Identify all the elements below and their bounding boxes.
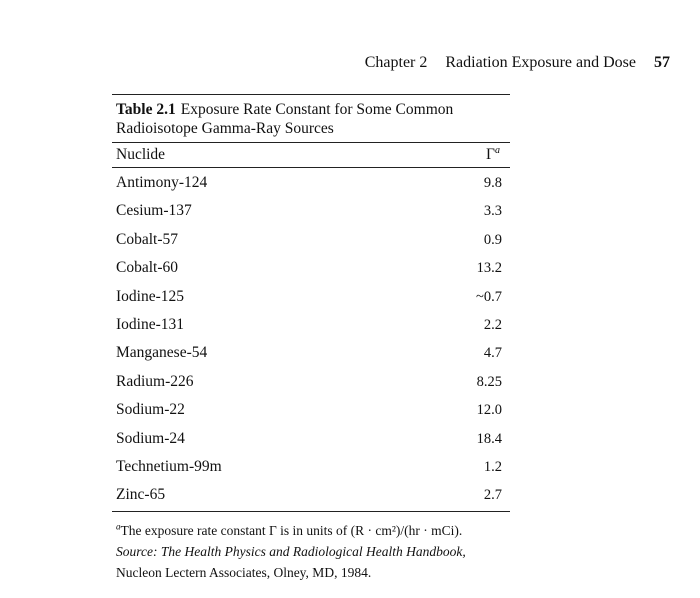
gamma-value-cell: 2.7 [483,487,502,504]
table-row [112,339,510,367]
nuclide-cell: Technetium-99m [116,457,222,475]
table-body [112,168,510,510]
gamma-value-cell: 2.2 [483,316,502,333]
table-row [112,226,510,254]
table-header-row [112,143,510,168]
gamma-value-cell: 3.3 [483,203,502,220]
nuclide-cell: Cesium-137 [116,202,192,220]
table-row [112,254,510,282]
gamma-value-cell: 1.2 [483,458,502,475]
table-caption-text: Exposure Rate Constant for Some Common Radioisotope Gamma-Ray Sources [116,101,454,137]
table-row [112,481,510,509]
running-head [365,54,670,72]
table-row [112,169,510,197]
table-caption [112,95,510,142]
gamma-footnote-marker: a [495,144,500,156]
table-label: Table 2.1 [116,101,176,118]
gamma-symbol: Γ [486,146,495,163]
source-publisher: Nucleon Lectern Associates, Olney, MD, 1984. [116,564,372,580]
table-footnotes [112,512,510,583]
gamma-value-cell: 0.9 [483,231,502,248]
table-row [112,283,510,311]
table-2-1 [112,94,510,583]
source-label: Source: [116,543,158,559]
page-number: 57 [654,54,670,71]
nuclide-cell: Cobalt-60 [116,259,178,277]
nuclide-cell: Antimony-124 [116,174,208,191]
footnote-marker: a [116,521,121,532]
table-row [112,396,510,424]
nuclide-cell: Manganese-54 [116,344,208,362]
nuclide-cell: Zinc-65 [116,486,166,504]
gamma-value-cell: ~0.7 [476,288,502,305]
nuclide-cell: Radium-226 [116,372,194,390]
table-row [112,368,510,396]
header-gamma [486,143,504,167]
gamma-value-cell: 12.0 [476,402,502,419]
source-note [116,541,510,562]
gamma-value-cell: 18.4 [476,430,502,447]
header-nuclide: Nuclide [116,146,166,163]
gamma-value-cell: 4.7 [483,345,502,362]
table-row [112,197,510,225]
source-title: The Health Physics and Radiological Health Handbook, [160,543,466,559]
nuclide-cell: Sodium-22 [116,401,185,419]
table-row [112,425,510,453]
nuclide-cell: Iodine-131 [116,315,185,333]
nuclide-cell: Sodium-24 [116,429,185,447]
table-row [112,453,510,481]
gamma-value-cell: 8.25 [476,373,502,390]
footnote-a [116,520,510,541]
chapter-label: Chapter 2 [364,54,428,71]
gamma-value-cell: 9.8 [483,175,502,191]
gamma-value-cell: 13.2 [476,260,502,277]
table-row [112,311,510,339]
chapter-title: Radiation Exposure and Dose [445,54,636,71]
nuclide-cell: Cobalt-57 [116,230,178,248]
footnote-text: The exposure rate constant Γ is in units of (R · cm²)/(hr · mCi). [120,522,463,538]
nuclide-cell: Iodine-125 [116,287,185,305]
